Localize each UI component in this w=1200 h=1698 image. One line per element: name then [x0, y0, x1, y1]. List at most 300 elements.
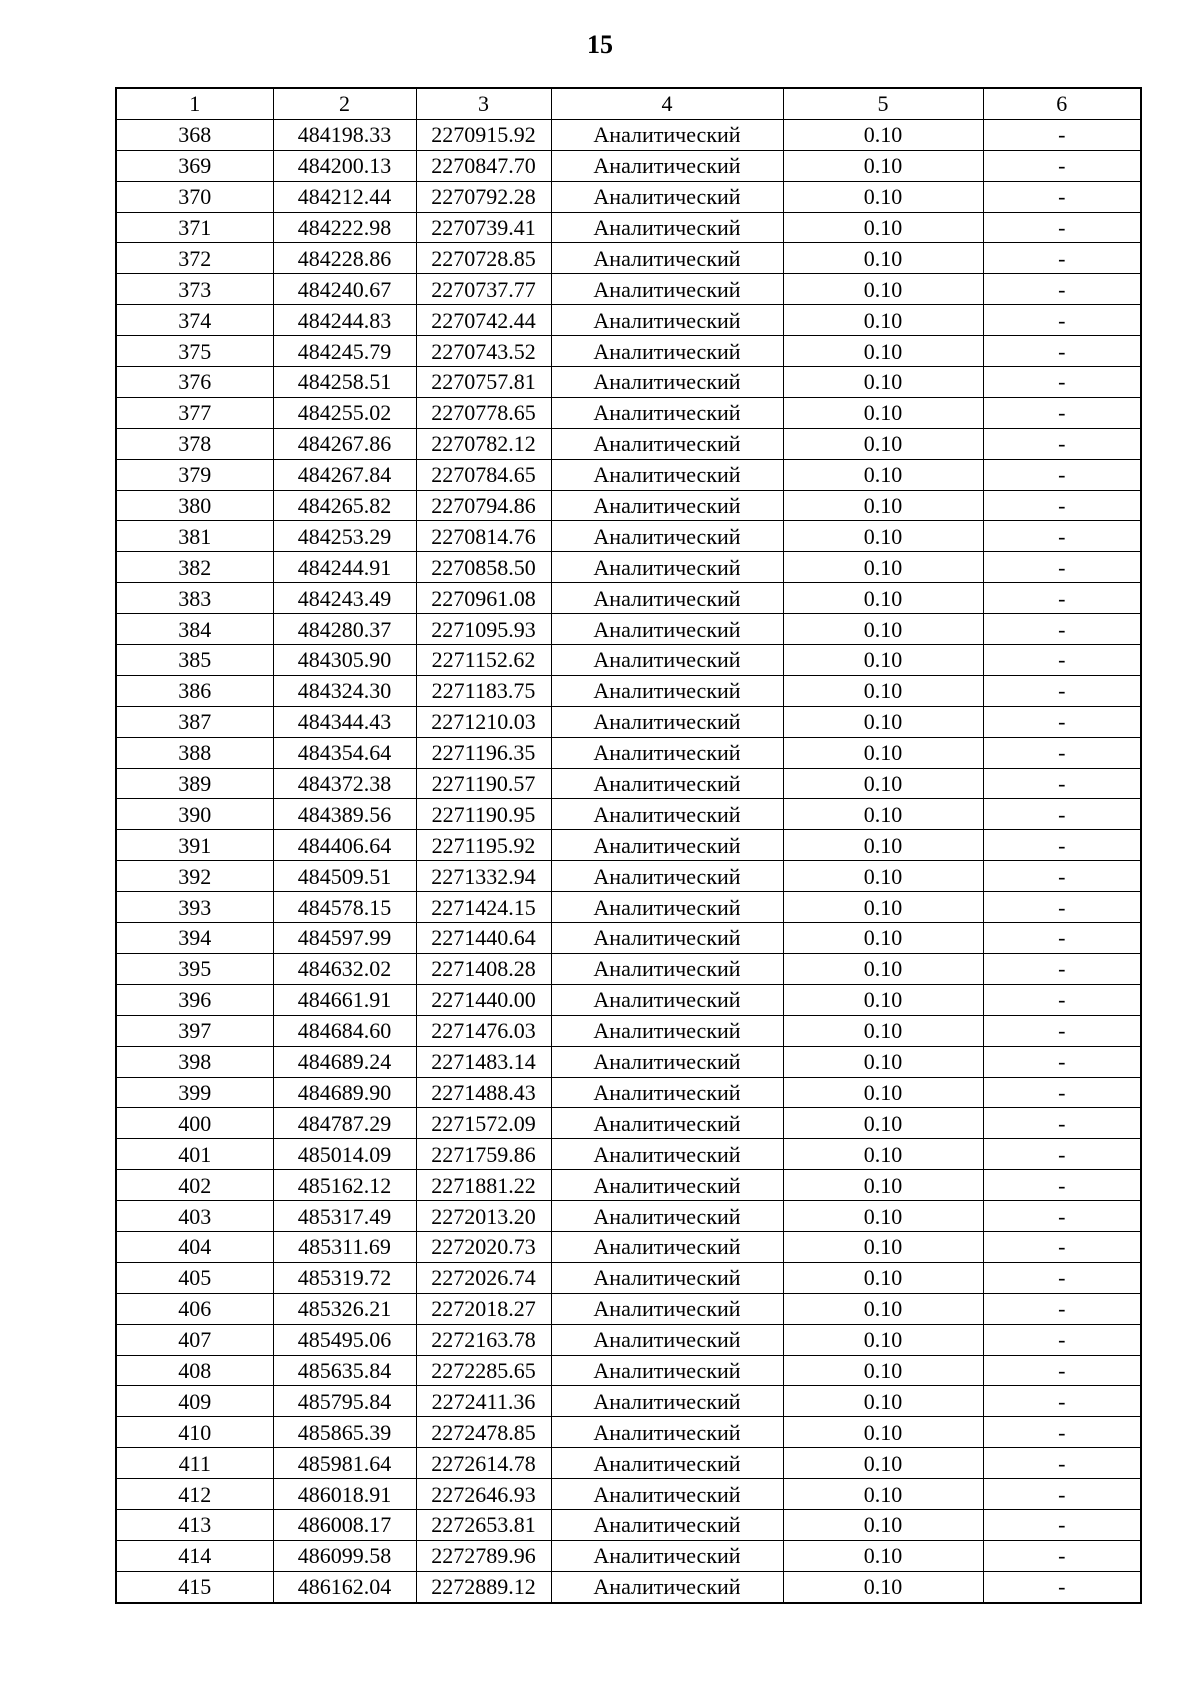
table-row [116, 1108, 1141, 1139]
y-coordinate-cell: 2271881.22 [416, 1170, 551, 1201]
x-coordinate-cell: 485865.39 [273, 1417, 416, 1448]
table-row [116, 1540, 1141, 1571]
column-header: 1 [116, 88, 273, 119]
point-number-cell: 397 [116, 1015, 273, 1046]
x-coordinate-cell: 485317.49 [273, 1201, 416, 1232]
note-cell: - [983, 1448, 1141, 1479]
y-coordinate-cell: 2272163.78 [416, 1324, 551, 1355]
accuracy-cell: 0.10 [783, 1448, 983, 1479]
accuracy-cell: 0.10 [783, 150, 983, 181]
y-coordinate-cell: 2270757.81 [416, 367, 551, 398]
table-row [116, 552, 1141, 583]
y-coordinate-cell: 2271195.92 [416, 830, 551, 861]
y-coordinate-cell: 2270915.92 [416, 119, 551, 150]
accuracy-cell: 0.10 [783, 953, 983, 984]
x-coordinate-cell: 484240.67 [273, 274, 416, 305]
point-number-cell: 369 [116, 150, 273, 181]
accuracy-cell: 0.10 [783, 521, 983, 552]
note-cell: - [983, 150, 1141, 181]
x-coordinate-cell: 484372.38 [273, 768, 416, 799]
x-coordinate-cell: 485795.84 [273, 1386, 416, 1417]
point-number-cell: 406 [116, 1293, 273, 1324]
y-coordinate-cell: 2272614.78 [416, 1448, 551, 1479]
y-coordinate-cell: 2272013.20 [416, 1201, 551, 1232]
method-cell: Аналитический [551, 181, 783, 212]
table-row [116, 1262, 1141, 1293]
method-cell: Аналитический [551, 923, 783, 954]
method-cell: Аналитический [551, 1355, 783, 1386]
y-coordinate-cell: 2272646.93 [416, 1479, 551, 1510]
method-cell: Аналитический [551, 645, 783, 676]
table-body [116, 119, 1141, 1602]
method-cell: Аналитический [551, 552, 783, 583]
note-cell: - [983, 1077, 1141, 1108]
accuracy-cell: 0.10 [783, 119, 983, 150]
method-cell: Аналитический [551, 953, 783, 984]
accuracy-cell: 0.10 [783, 336, 983, 367]
y-coordinate-cell: 2271196.35 [416, 737, 551, 768]
method-cell: Аналитический [551, 1417, 783, 1448]
point-number-cell: 402 [116, 1170, 273, 1201]
note-cell: - [983, 181, 1141, 212]
table-row [116, 1417, 1141, 1448]
x-coordinate-cell: 484265.82 [273, 490, 416, 521]
x-coordinate-cell: 484267.84 [273, 459, 416, 490]
y-coordinate-cell: 2270728.85 [416, 243, 551, 274]
accuracy-cell: 0.10 [783, 243, 983, 274]
method-cell: Аналитический [551, 861, 783, 892]
note-cell: - [983, 521, 1141, 552]
x-coordinate-cell: 485311.69 [273, 1231, 416, 1262]
table-row [116, 1046, 1141, 1077]
method-cell: Аналитический [551, 706, 783, 737]
y-coordinate-cell: 2271440.00 [416, 984, 551, 1015]
x-coordinate-cell: 485981.64 [273, 1448, 416, 1479]
method-cell: Аналитический [551, 150, 783, 181]
note-cell: - [983, 1262, 1141, 1293]
table-row [116, 274, 1141, 305]
y-coordinate-cell: 2272889.12 [416, 1571, 551, 1602]
accuracy-cell: 0.10 [783, 675, 983, 706]
method-cell: Аналитический [551, 675, 783, 706]
coordinates-table [115, 87, 1142, 1604]
y-coordinate-cell: 2270847.70 [416, 150, 551, 181]
point-number-cell: 376 [116, 367, 273, 398]
table-row [116, 521, 1141, 552]
point-number-cell: 371 [116, 212, 273, 243]
table-row [116, 953, 1141, 984]
table-row [116, 1139, 1141, 1170]
method-cell: Аналитический [551, 1108, 783, 1139]
x-coordinate-cell: 484787.29 [273, 1108, 416, 1139]
note-cell: - [983, 397, 1141, 428]
y-coordinate-cell: 2271424.15 [416, 892, 551, 923]
y-coordinate-cell: 2270782.12 [416, 428, 551, 459]
accuracy-cell: 0.10 [783, 645, 983, 676]
note-cell: - [983, 1201, 1141, 1232]
table-row [116, 1231, 1141, 1262]
accuracy-cell: 0.10 [783, 1046, 983, 1077]
accuracy-cell: 0.10 [783, 614, 983, 645]
table-row [116, 768, 1141, 799]
y-coordinate-cell: 2271332.94 [416, 861, 551, 892]
method-cell: Аналитический [551, 336, 783, 367]
x-coordinate-cell: 484245.79 [273, 336, 416, 367]
table-row [116, 1509, 1141, 1540]
point-number-cell: 398 [116, 1046, 273, 1077]
point-number-cell: 386 [116, 675, 273, 706]
table-row [116, 305, 1141, 336]
x-coordinate-cell: 484632.02 [273, 953, 416, 984]
point-number-cell: 385 [116, 645, 273, 676]
note-cell: - [983, 737, 1141, 768]
accuracy-cell: 0.10 [783, 984, 983, 1015]
table-row [116, 181, 1141, 212]
column-header: 4 [551, 88, 783, 119]
accuracy-cell: 0.10 [783, 1293, 983, 1324]
method-cell: Аналитический [551, 397, 783, 428]
accuracy-cell: 0.10 [783, 706, 983, 737]
note-cell: - [983, 336, 1141, 367]
method-cell: Аналитический [551, 737, 783, 768]
y-coordinate-cell: 2271152.62 [416, 645, 551, 676]
accuracy-cell: 0.10 [783, 1571, 983, 1602]
accuracy-cell: 0.10 [783, 181, 983, 212]
table-row [116, 119, 1141, 150]
note-cell: - [983, 1170, 1141, 1201]
accuracy-cell: 0.10 [783, 1324, 983, 1355]
note-cell: - [983, 274, 1141, 305]
accuracy-cell: 0.10 [783, 1170, 983, 1201]
y-coordinate-cell: 2271440.64 [416, 923, 551, 954]
x-coordinate-cell: 485495.06 [273, 1324, 416, 1355]
point-number-cell: 396 [116, 984, 273, 1015]
table-row [116, 861, 1141, 892]
x-coordinate-cell: 484200.13 [273, 150, 416, 181]
y-coordinate-cell: 2271183.75 [416, 675, 551, 706]
method-cell: Аналитический [551, 1386, 783, 1417]
accuracy-cell: 0.10 [783, 552, 983, 583]
table-row [116, 1386, 1141, 1417]
x-coordinate-cell: 484689.24 [273, 1046, 416, 1077]
y-coordinate-cell: 2270814.76 [416, 521, 551, 552]
point-number-cell: 413 [116, 1509, 273, 1540]
table-row [116, 243, 1141, 274]
x-coordinate-cell: 484389.56 [273, 799, 416, 830]
point-number-cell: 382 [116, 552, 273, 583]
note-cell: - [983, 1139, 1141, 1170]
point-number-cell: 412 [116, 1479, 273, 1510]
x-coordinate-cell: 484243.49 [273, 583, 416, 614]
y-coordinate-cell: 2270858.50 [416, 552, 551, 583]
method-cell: Аналитический [551, 1015, 783, 1046]
note-cell: - [983, 243, 1141, 274]
y-coordinate-cell: 2270961.08 [416, 583, 551, 614]
y-coordinate-cell: 2272653.81 [416, 1509, 551, 1540]
x-coordinate-cell: 484244.83 [273, 305, 416, 336]
method-cell: Аналитический [551, 1170, 783, 1201]
note-cell: - [983, 1386, 1141, 1417]
note-cell: - [983, 583, 1141, 614]
method-cell: Аналитический [551, 521, 783, 552]
table-row [116, 583, 1141, 614]
x-coordinate-cell: 484406.64 [273, 830, 416, 861]
table-row [116, 1293, 1141, 1324]
method-cell: Аналитический [551, 274, 783, 305]
point-number-cell: 394 [116, 923, 273, 954]
y-coordinate-cell: 2272478.85 [416, 1417, 551, 1448]
accuracy-cell: 0.10 [783, 490, 983, 521]
y-coordinate-cell: 2270794.86 [416, 490, 551, 521]
y-coordinate-cell: 2272285.65 [416, 1355, 551, 1386]
note-cell: - [983, 830, 1141, 861]
table-row [116, 830, 1141, 861]
accuracy-cell: 0.10 [783, 1201, 983, 1232]
x-coordinate-cell: 484661.91 [273, 984, 416, 1015]
accuracy-cell: 0.10 [783, 212, 983, 243]
table-row [116, 459, 1141, 490]
accuracy-cell: 0.10 [783, 428, 983, 459]
note-cell: - [983, 614, 1141, 645]
method-cell: Аналитический [551, 830, 783, 861]
x-coordinate-cell: 484509.51 [273, 861, 416, 892]
table-row [116, 675, 1141, 706]
table-row [116, 428, 1141, 459]
x-coordinate-cell: 486099.58 [273, 1540, 416, 1571]
x-coordinate-cell: 484212.44 [273, 181, 416, 212]
table-row [116, 1479, 1141, 1510]
accuracy-cell: 0.10 [783, 305, 983, 336]
point-number-cell: 404 [116, 1231, 273, 1262]
method-cell: Аналитический [551, 1509, 783, 1540]
method-cell: Аналитический [551, 428, 783, 459]
method-cell: Аналитический [551, 367, 783, 398]
y-coordinate-cell: 2271572.09 [416, 1108, 551, 1139]
note-cell: - [983, 1324, 1141, 1355]
method-cell: Аналитический [551, 305, 783, 336]
point-number-cell: 368 [116, 119, 273, 150]
note-cell: - [983, 861, 1141, 892]
table-row [116, 1571, 1141, 1602]
x-coordinate-cell: 484578.15 [273, 892, 416, 923]
x-coordinate-cell: 484684.60 [273, 1015, 416, 1046]
accuracy-cell: 0.10 [783, 1139, 983, 1170]
x-coordinate-cell: 486018.91 [273, 1479, 416, 1510]
accuracy-cell: 0.10 [783, 1540, 983, 1571]
accuracy-cell: 0.10 [783, 830, 983, 861]
point-number-cell: 375 [116, 336, 273, 367]
point-number-cell: 400 [116, 1108, 273, 1139]
table-row [116, 892, 1141, 923]
method-cell: Аналитический [551, 1139, 783, 1170]
note-cell: - [983, 119, 1141, 150]
method-cell: Аналитический [551, 1046, 783, 1077]
note-cell: - [983, 923, 1141, 954]
note-cell: - [983, 1417, 1141, 1448]
table-row [116, 923, 1141, 954]
note-cell: - [983, 799, 1141, 830]
y-coordinate-cell: 2272411.36 [416, 1386, 551, 1417]
method-cell: Аналитический [551, 1479, 783, 1510]
accuracy-cell: 0.10 [783, 923, 983, 954]
page-number: 15 [587, 30, 613, 59]
point-number-cell: 403 [116, 1201, 273, 1232]
y-coordinate-cell: 2270742.44 [416, 305, 551, 336]
point-number-cell: 399 [116, 1077, 273, 1108]
note-cell: - [983, 367, 1141, 398]
accuracy-cell: 0.10 [783, 1479, 983, 1510]
y-coordinate-cell: 2271759.86 [416, 1139, 551, 1170]
note-cell: - [983, 1293, 1141, 1324]
x-coordinate-cell: 484324.30 [273, 675, 416, 706]
point-number-cell: 391 [116, 830, 273, 861]
point-number-cell: 407 [116, 1324, 273, 1355]
method-cell: Аналитический [551, 1448, 783, 1479]
note-cell: - [983, 706, 1141, 737]
point-number-cell: 370 [116, 181, 273, 212]
point-number-cell: 372 [116, 243, 273, 274]
note-cell: - [983, 552, 1141, 583]
column-header: 5 [783, 88, 983, 119]
x-coordinate-cell: 485162.12 [273, 1170, 416, 1201]
note-cell: - [983, 953, 1141, 984]
method-cell: Аналитический [551, 892, 783, 923]
method-cell: Аналитический [551, 984, 783, 1015]
method-cell: Аналитический [551, 1077, 783, 1108]
column-header: 3 [416, 88, 551, 119]
point-number-cell: 388 [116, 737, 273, 768]
note-cell: - [983, 1015, 1141, 1046]
table-row [116, 737, 1141, 768]
table-row [116, 984, 1141, 1015]
note-cell: - [983, 645, 1141, 676]
point-number-cell: 395 [116, 953, 273, 984]
accuracy-cell: 0.10 [783, 1262, 983, 1293]
method-cell: Аналитический [551, 1571, 783, 1602]
y-coordinate-cell: 2270737.77 [416, 274, 551, 305]
table-row [116, 706, 1141, 737]
point-number-cell: 380 [116, 490, 273, 521]
y-coordinate-cell: 2271483.14 [416, 1046, 551, 1077]
table-row [116, 150, 1141, 181]
x-coordinate-cell: 484253.29 [273, 521, 416, 552]
accuracy-cell: 0.10 [783, 274, 983, 305]
note-cell: - [983, 1046, 1141, 1077]
accuracy-cell: 0.10 [783, 1355, 983, 1386]
method-cell: Аналитический [551, 768, 783, 799]
x-coordinate-cell: 484597.99 [273, 923, 416, 954]
point-number-cell: 381 [116, 521, 273, 552]
note-cell: - [983, 212, 1141, 243]
x-coordinate-cell: 484344.43 [273, 706, 416, 737]
table-header-row [116, 88, 1141, 119]
y-coordinate-cell: 2272018.27 [416, 1293, 551, 1324]
x-coordinate-cell: 484267.86 [273, 428, 416, 459]
point-number-cell: 411 [116, 1448, 273, 1479]
y-coordinate-cell: 2272026.74 [416, 1262, 551, 1293]
point-number-cell: 414 [116, 1540, 273, 1571]
point-number-cell: 410 [116, 1417, 273, 1448]
point-number-cell: 379 [116, 459, 273, 490]
table-row [116, 336, 1141, 367]
accuracy-cell: 0.10 [783, 1108, 983, 1139]
x-coordinate-cell: 486162.04 [273, 1571, 416, 1602]
y-coordinate-cell: 2271476.03 [416, 1015, 551, 1046]
x-coordinate-cell: 484258.51 [273, 367, 416, 398]
x-coordinate-cell: 484354.64 [273, 737, 416, 768]
accuracy-cell: 0.10 [783, 459, 983, 490]
x-coordinate-cell: 485635.84 [273, 1355, 416, 1386]
column-header: 6 [983, 88, 1141, 119]
table-row [116, 645, 1141, 676]
note-cell: - [983, 1108, 1141, 1139]
y-coordinate-cell: 2270743.52 [416, 336, 551, 367]
point-number-cell: 390 [116, 799, 273, 830]
y-coordinate-cell: 2271190.95 [416, 799, 551, 830]
point-number-cell: 415 [116, 1571, 273, 1602]
accuracy-cell: 0.10 [783, 397, 983, 428]
table-row [116, 367, 1141, 398]
note-cell: - [983, 675, 1141, 706]
method-cell: Аналитический [551, 1201, 783, 1232]
x-coordinate-cell: 484305.90 [273, 645, 416, 676]
method-cell: Аналитический [551, 1262, 783, 1293]
point-number-cell: 392 [116, 861, 273, 892]
accuracy-cell: 0.10 [783, 367, 983, 398]
table-row [116, 1355, 1141, 1386]
x-coordinate-cell: 484689.90 [273, 1077, 416, 1108]
point-number-cell: 377 [116, 397, 273, 428]
point-number-cell: 384 [116, 614, 273, 645]
point-number-cell: 373 [116, 274, 273, 305]
method-cell: Аналитический [551, 459, 783, 490]
accuracy-cell: 0.10 [783, 799, 983, 830]
accuracy-cell: 0.10 [783, 1231, 983, 1262]
note-cell: - [983, 1355, 1141, 1386]
note-cell: - [983, 1479, 1141, 1510]
accuracy-cell: 0.10 [783, 583, 983, 614]
table-row [116, 1015, 1141, 1046]
note-cell: - [983, 1571, 1141, 1602]
point-number-cell: 405 [116, 1262, 273, 1293]
table-row [116, 1077, 1141, 1108]
accuracy-cell: 0.10 [783, 1386, 983, 1417]
accuracy-cell: 0.10 [783, 892, 983, 923]
method-cell: Аналитический [551, 1324, 783, 1355]
table-row [116, 212, 1141, 243]
x-coordinate-cell: 484222.98 [273, 212, 416, 243]
table-row [116, 614, 1141, 645]
note-cell: - [983, 428, 1141, 459]
x-coordinate-cell: 484198.33 [273, 119, 416, 150]
method-cell: Аналитический [551, 1293, 783, 1324]
point-number-cell: 383 [116, 583, 273, 614]
y-coordinate-cell: 2272789.96 [416, 1540, 551, 1571]
accuracy-cell: 0.10 [783, 1509, 983, 1540]
note-cell: - [983, 459, 1141, 490]
note-cell: - [983, 490, 1141, 521]
method-cell: Аналитический [551, 490, 783, 521]
table-row [116, 1170, 1141, 1201]
table-row [116, 799, 1141, 830]
x-coordinate-cell: 485326.21 [273, 1293, 416, 1324]
x-coordinate-cell: 484280.37 [273, 614, 416, 645]
note-cell: - [983, 768, 1141, 799]
accuracy-cell: 0.10 [783, 1077, 983, 1108]
y-coordinate-cell: 2271408.28 [416, 953, 551, 984]
y-coordinate-cell: 2270778.65 [416, 397, 551, 428]
y-coordinate-cell: 2271095.93 [416, 614, 551, 645]
